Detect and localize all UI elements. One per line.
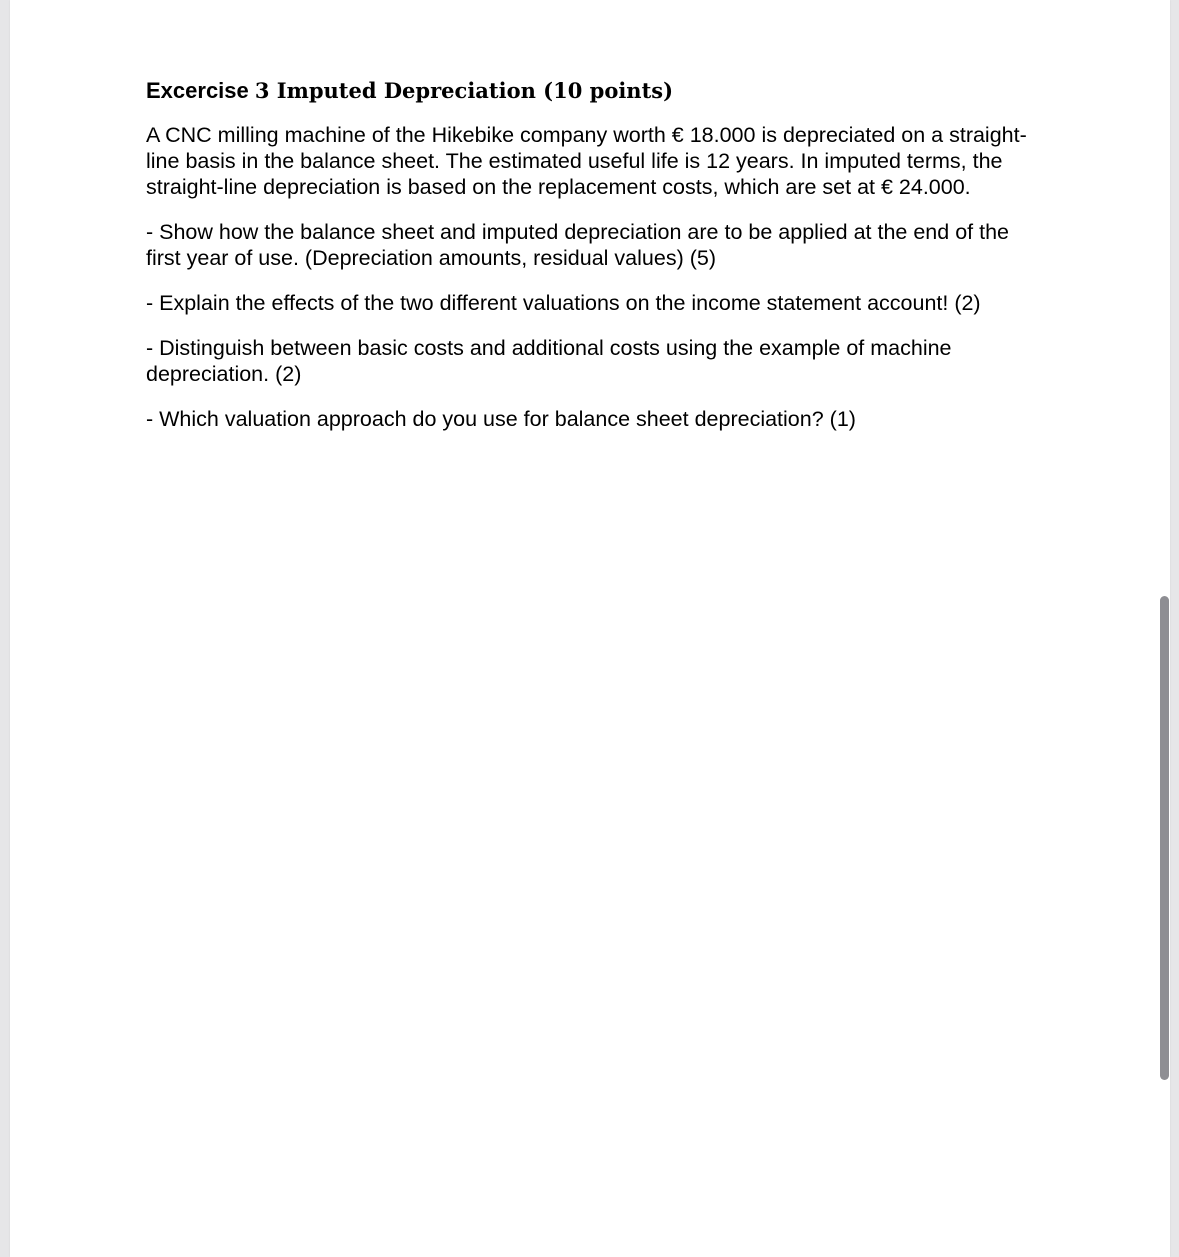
task-explain-effects: - Explain the effects of the two different valuations on the income statement account! (2) bbox=[146, 291, 981, 315]
exercise-heading bbox=[146, 77, 1046, 105]
page-content bbox=[146, 77, 1046, 451]
task-show-depreciation: - Show how the balance sheet and imputed depreciation are to be applied at the end of the first year of use. (Depreciation amounts, residual values) (5) bbox=[146, 220, 1009, 270]
document-page bbox=[10, 0, 1170, 1257]
heading-prefix: Excercise bbox=[146, 78, 255, 103]
task-valuation-approach: - Which valuation approach do you use for balance sheet depreciation? (1) bbox=[146, 407, 856, 431]
vertical-scrollbar-thumb[interactable] bbox=[1160, 596, 1169, 1080]
intro-paragraph: A CNC milling machine of the Hikebike company worth € 18.000 is depreciated on a straight-line basis in the balance sheet. The estimated useful life is 12 years. In imputed terms, the straight-line depreciation is based on the replacement costs, which are set at € 24.000. bbox=[146, 123, 1027, 199]
task-distinguish-costs: - Distinguish between basic costs and additional costs using the example of machine depreciation. (2) bbox=[146, 336, 952, 386]
heading-title: 3 Imputed Depreciation (10 points) bbox=[254, 78, 674, 103]
